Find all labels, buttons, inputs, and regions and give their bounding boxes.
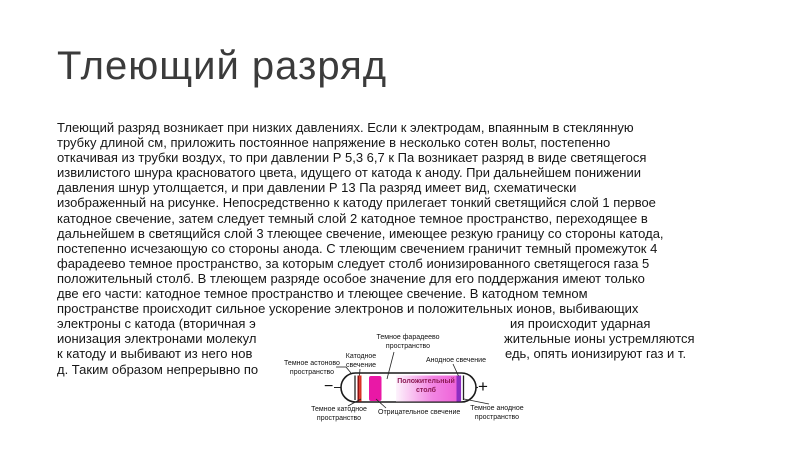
label-faraday-dark-space: Темное фарадеево пространство bbox=[376, 334, 440, 350]
text-fragment-left: ионизация электронами молекул bbox=[57, 331, 257, 347]
text-line: изображенный на рисунке. Непосредственно к катоду прилегает тонкий светящийся слой 1 первое bbox=[57, 195, 656, 211]
text-line: постепенно исчезающую со стороны анода. С тлеющим свечением граничит темный промежуток 4 bbox=[57, 240, 658, 256]
text-fragment-left: д. Таким образом непрерывно по bbox=[57, 361, 259, 377]
discharge-tube-figure bbox=[284, 319, 524, 432]
text-fragment-right: жительные ионы устремляются bbox=[504, 331, 695, 347]
text-fragment-left: электроны с катода (вторичная э bbox=[57, 316, 256, 332]
text-fragment-right: едь, опять ионизируют газ и т. bbox=[505, 346, 687, 362]
text-line: пространстве происходит сильное ускорение электронов и положительных ионов, выбивающих bbox=[57, 301, 639, 317]
text-fragment-left: к катоду и выбивают из него нов bbox=[57, 346, 253, 362]
text-line: две его части: катодное темное пространство и тлеющее свечение. В катодном темном bbox=[57, 286, 588, 302]
label-negative-glow: Отрицательное свечение bbox=[378, 409, 461, 416]
minus-electrode-sign: − bbox=[324, 378, 334, 395]
text-line: фарадеево темное пространство, за которым следует столб ионизированного светящегося газа 5 bbox=[57, 255, 650, 271]
label-positive-column: Положительный столб bbox=[397, 378, 455, 394]
text-line: положительный столб. В тлеющем разряде особое значение для его поддержания имеют только bbox=[57, 270, 645, 286]
label-aston-dark-space: Темное астоново пространство bbox=[284, 360, 340, 376]
text-line: катодное свечение, затем следует темный слой 2 катодное темное пространство, переходящее в bbox=[57, 210, 648, 226]
page-title: Тлеющий разряд bbox=[57, 44, 388, 88]
label-anode-dark-space: Темное анодное пространство bbox=[470, 405, 524, 421]
text-line: извилистого шнура красноватого цвета, идущего от катода к аноду. При дальнейшем понижении bbox=[57, 165, 642, 181]
text-line: откачивая из трубки воздух, то при давлении Р 5,3 6,7 к Па возникает разряд в виде светящегося bbox=[57, 150, 647, 166]
text-line: дальнейшем в светящийся слой 3 тлеющее свечение, имеющее резкую границу со стороны катода, bbox=[57, 225, 664, 241]
text-line: трубку длиной см, приложить постоянное напряжение в несколько сотен вольт, постепенно bbox=[57, 135, 611, 151]
label-cathode-glow: Катодное свечение bbox=[345, 353, 377, 369]
text-fragment-right: ия происходит ударная bbox=[510, 316, 651, 332]
text-line: давления шнур утолщается, и при давлении Р 13 Па разряд имеет вид, схематически bbox=[57, 180, 577, 196]
plus-electrode-sign: + bbox=[478, 377, 488, 396]
label-cathode-dark-space: Темное катодное пространство bbox=[311, 406, 367, 422]
label-anode-glow: Анодное свечение bbox=[426, 357, 486, 364]
text-line: Тлеющий разряд возникает при низких давлениях. Если к электродам, впаянным в стеклянную bbox=[57, 120, 634, 135]
